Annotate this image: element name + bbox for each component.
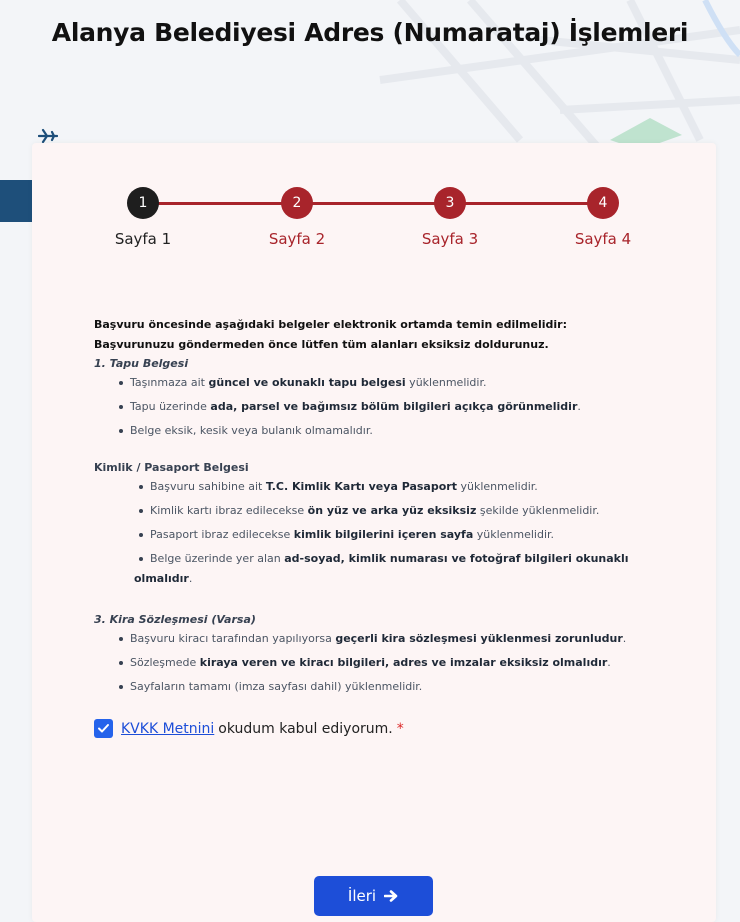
step-label: Sayfa 1 <box>114 230 172 248</box>
section-title-kira: 3. Kira Sözleşmesi (Varsa) <box>94 613 256 626</box>
page-title: Alanya Belediyesi Adres (Numarataj) İşlemleri <box>51 18 689 47</box>
step-2[interactable] <box>247 187 347 248</box>
list-item: Sözleşmede kiraya veren ve kiracı bilgileri, adres ve imzalar eksiksiz olmalıdır. <box>94 653 654 673</box>
section-title-tapu: 1. Tapu Belgesi <box>94 357 189 370</box>
kvkk-checkbox[interactable] <box>94 719 113 738</box>
kimlik-requirements-list <box>94 477 654 589</box>
consent-text: okudum kabul ediyorum. <box>218 720 393 737</box>
kira-requirements-list <box>94 629 654 697</box>
step-label: Sayfa 3 <box>421 230 479 248</box>
step-1[interactable] <box>93 187 193 248</box>
list-item: Sayfaların tamamı (imza sayfası dahil) yüklenmelidir. <box>94 677 654 697</box>
step-3[interactable] <box>400 187 500 248</box>
stepper <box>32 143 716 263</box>
checkmark-icon <box>97 722 110 735</box>
list-item: Başvuru kiracı tarafından yapılıyorsa geçerli kira sözleşmesi yüklenmesi zorunludur. <box>94 629 654 649</box>
arrow-right-icon <box>384 889 399 903</box>
step-number: 3 <box>434 187 466 219</box>
intro-line-2: Başvurunuzu göndermeden önce lütfen tüm alanları eksiksiz doldurunuz. <box>94 338 549 351</box>
decorative-palm-illustration <box>0 180 34 222</box>
step-number: 2 <box>281 187 313 219</box>
tapu-requirements-list <box>94 373 654 441</box>
step-number: 1 <box>127 187 159 219</box>
step-number: 4 <box>587 187 619 219</box>
kvkk-consent <box>94 719 404 738</box>
form-card <box>32 143 716 922</box>
intro-line-1: Başvuru öncesinde aşağıdaki belgeler elektronik ortamda temin edilmelidir: <box>94 318 567 331</box>
list-item: Belge eksik, kesik veya bulanık olmamalıdır. <box>94 421 654 441</box>
list-item: Kimlik kartı ibraz edilecekse ön yüz ve arka yüz eksiksiz şekilde yüklenmelidir. <box>94 501 654 521</box>
required-mark: * <box>396 720 404 737</box>
list-item: Taşınmaza ait güncel ve okunaklı tapu belgesi yüklenmelidir. <box>94 373 654 393</box>
step-label: Sayfa 2 <box>268 230 326 248</box>
list-item: Pasaport ibraz edilecekse kimlik bilgilerini içeren sayfa yüklenmelidir. <box>94 525 654 545</box>
list-item: Tapu üzerinde ada, parsel ve bağımsız bölüm bilgileri açıkça görünmelidir. <box>94 397 654 417</box>
next-button[interactable] <box>314 876 433 916</box>
list-item: Belge üzerinde yer alan ad-soyad, kimlik numarası ve fotoğraf bilgileri okunaklı olmalıdır. <box>94 549 654 589</box>
list-item: Başvuru sahibine ait T.C. Kimlik Kartı veya Pasaport yüklenmelidir. <box>94 477 654 497</box>
step-label: Sayfa 4 <box>574 230 632 248</box>
stepper-progress-line <box>143 202 603 205</box>
section-title-kimlik: Kimlik / Pasaport Belgesi <box>94 461 249 474</box>
next-button-label: İleri <box>347 887 377 905</box>
requirements-content <box>94 315 654 701</box>
step-4[interactable] <box>553 187 653 248</box>
kvkk-link[interactable]: KVKK Metnini <box>121 720 215 737</box>
